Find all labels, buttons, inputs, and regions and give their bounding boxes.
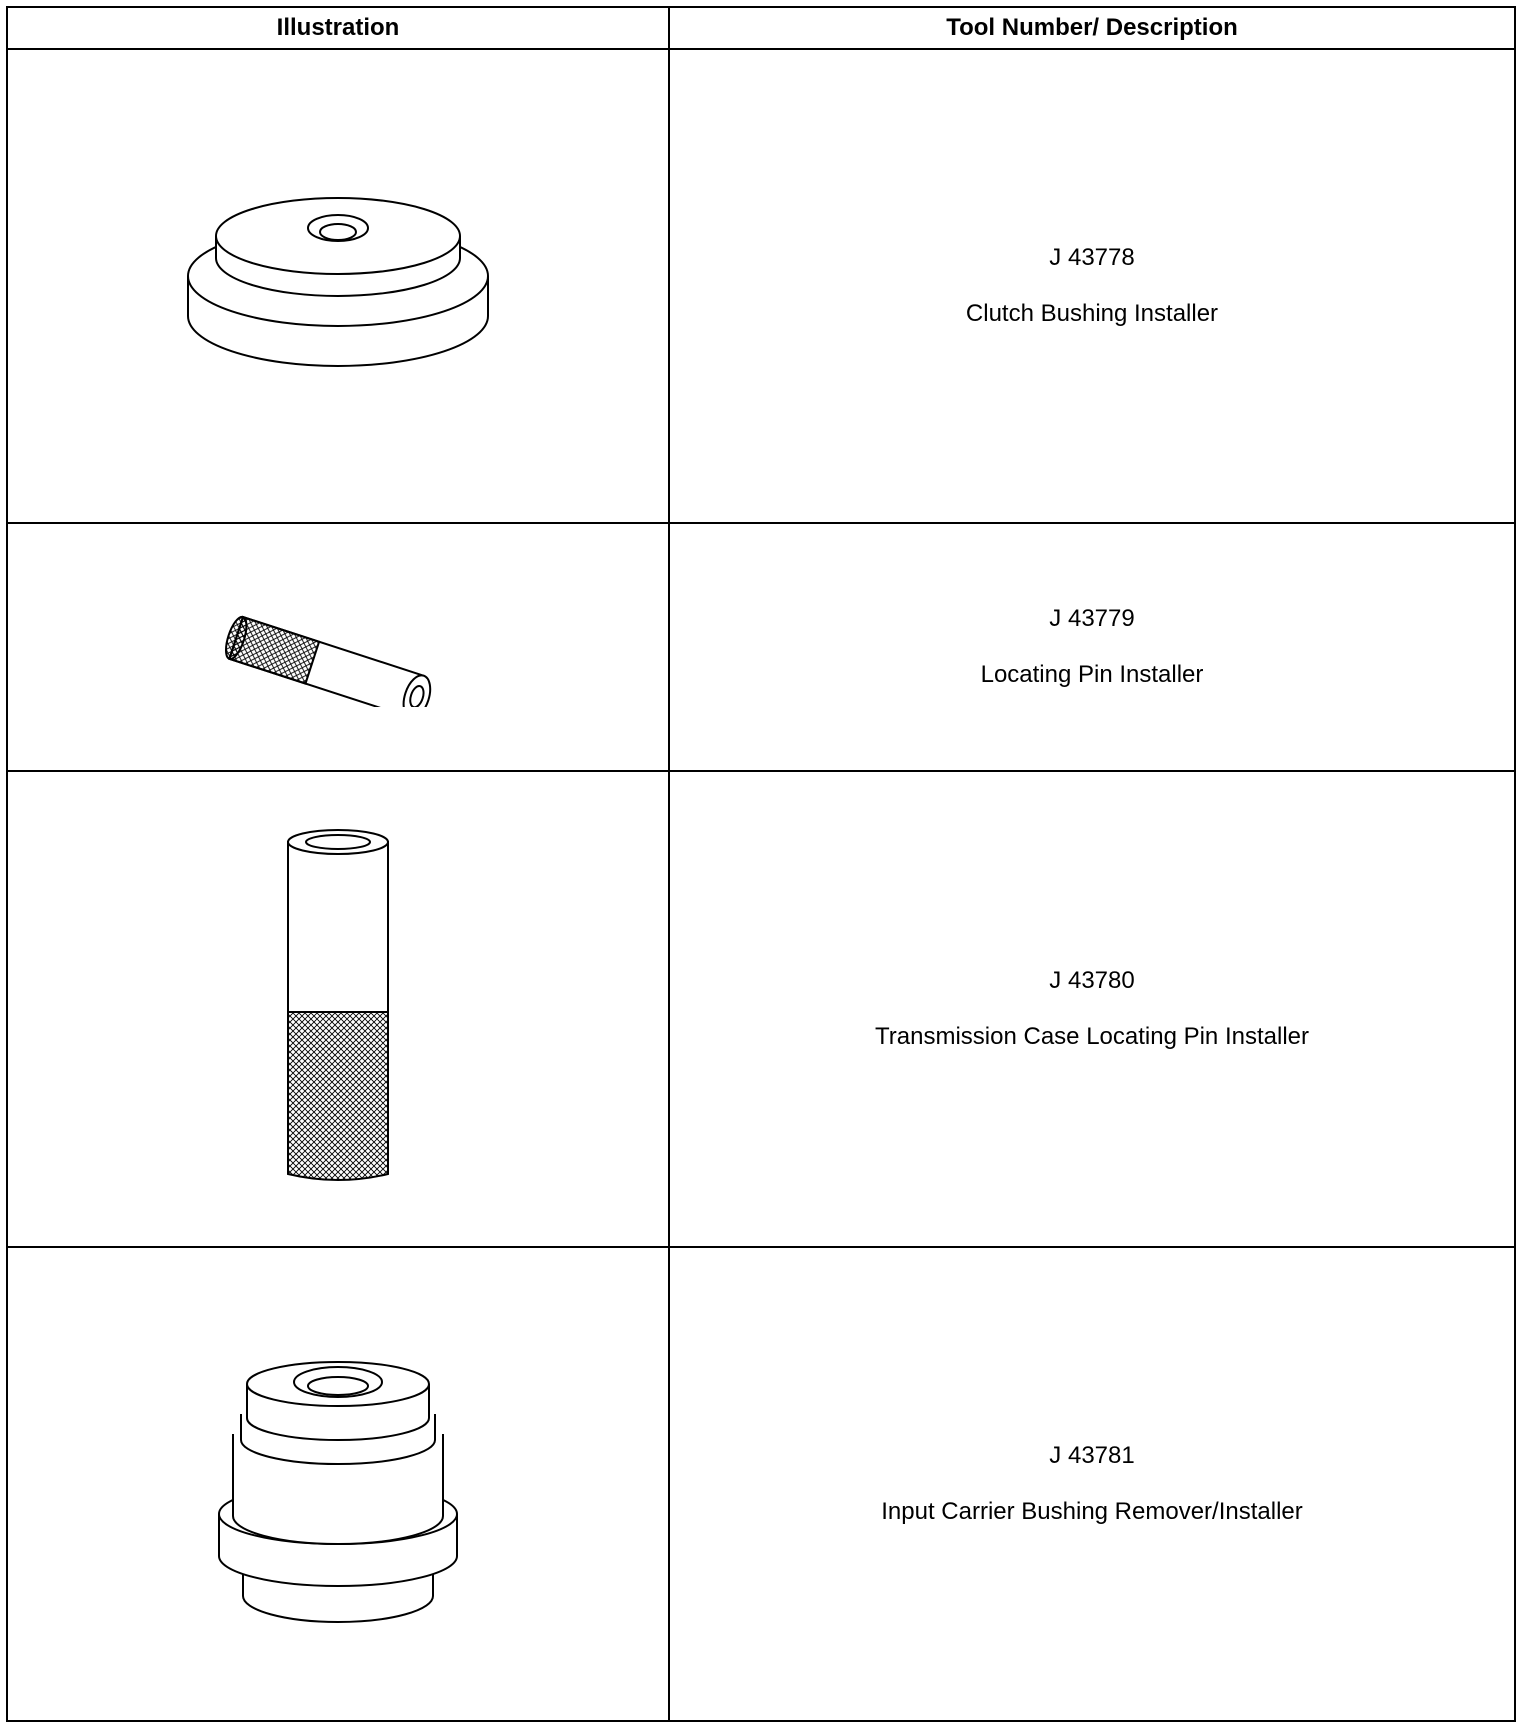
illustration-cell [7,1247,669,1721]
tool-description-cell [669,771,1515,1247]
tool-description-cell [669,523,1515,771]
header-illustration: Illustration [7,7,669,49]
tool-description: Locating Pin Installer [980,661,1204,688]
tool-description-cell [669,1247,1515,1721]
tool-description: Input Carrier Bushing Remover/Installer [881,1498,1303,1525]
special-tools-table [6,6,1516,1722]
table-row [7,1247,1515,1721]
tool-description: Clutch Bushing Installer [965,300,1219,327]
tool-number: J 43778 [1049,244,1135,271]
table-row [7,771,1515,1247]
header-tool-description: Tool Number/ Description [669,7,1515,49]
input-carrier-bushing-tool-icon [213,1334,463,1634]
table-row [7,49,1515,523]
table-row [7,523,1515,771]
tool-number: J 43780 [1049,967,1135,994]
illustration-cell [7,49,669,523]
illustration-cell [7,523,669,771]
case-locating-pin-installer-icon [278,824,398,1194]
locating-pin-installer-icon [218,587,458,707]
tool-number: J 43779 [1049,605,1135,632]
tool-number: J 43781 [1049,1442,1135,1469]
clutch-bushing-installer-icon [178,186,498,386]
tool-description: Transmission Case Locating Pin Installer [875,1023,1309,1050]
tool-description-cell [669,49,1515,523]
illustration-cell [7,771,669,1247]
